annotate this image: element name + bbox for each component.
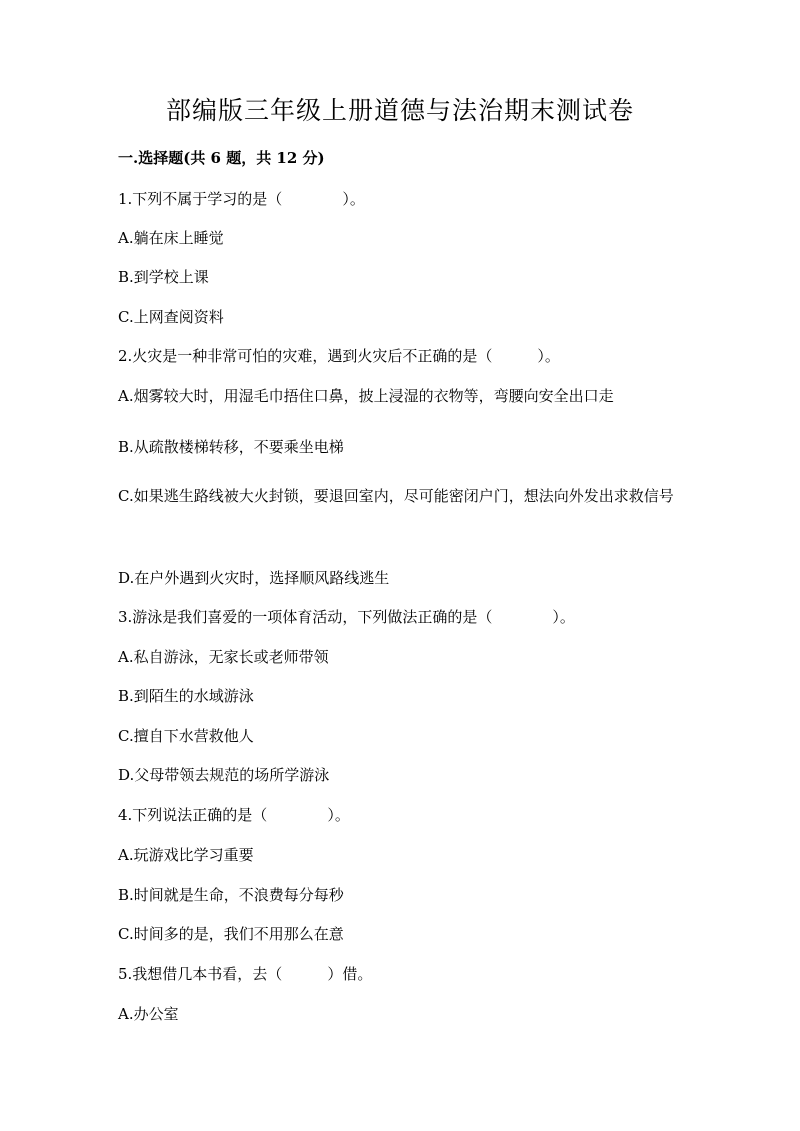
question-3-stem: 3.游泳是我们喜爱的一项体育活动，下列做法正确的是（ ）。 xyxy=(118,608,575,626)
page-title: 部编版三年级上册道德与法治期末测试卷 xyxy=(165,96,634,125)
question-1-option-b: B.到学校上课 xyxy=(118,268,209,286)
question-3-option-c: C.擅自下水营救他人 xyxy=(118,727,254,745)
question-3-option-d: D.父母带领去规范的场所学游泳 xyxy=(118,766,330,784)
question-1-stem: 1.下列不属于学习的是（ ）。 xyxy=(118,190,365,208)
question-1-option-a: A.躺在床上睡觉 xyxy=(118,229,224,247)
question-2-stem: 2.火灾是一种非常可怕的灾难，遇到火灾后不正确的是（ ）。 xyxy=(118,347,560,365)
question-5-stem: 5.我想借几本书看，去（ ）借。 xyxy=(118,965,373,983)
question-2-option-a: A.烟雾较大时，用湿毛巾捂住口鼻，披上浸湿的衣物等，弯腰向安全出口走 xyxy=(118,387,614,405)
question-3-option-b: B.到陌生的水域游泳 xyxy=(118,687,254,705)
question-4-option-c: C.时间多的是，我们不用那么在意 xyxy=(118,925,344,943)
question-4-stem: 4.下列说法正确的是（ ）。 xyxy=(118,806,350,824)
question-4-option-a: A.玩游戏比学习重要 xyxy=(118,846,254,864)
question-1-option-c: C.上网查阅资料 xyxy=(118,308,224,326)
question-3-option-a: A.私自游泳，无家长或老师带领 xyxy=(118,648,329,666)
question-2-option-c: C.如果逃生路线被大火封锁，要退回室内，尽可能密闭户门，想法向外发出求救信号 xyxy=(118,487,674,505)
question-2-option-b: B.从疏散楼梯转移，不要乘坐电梯 xyxy=(118,438,344,456)
question-4-option-b: B.时间就是生命，不浪费每分每秒 xyxy=(118,886,344,904)
section-heading: 一.选择题(共 6 题，共 12 分) xyxy=(118,149,325,167)
question-2-option-d: D.在户外遇到火灾时，选择顺风路线逃生 xyxy=(118,569,390,587)
question-5-option-a: A.办公室 xyxy=(118,1005,179,1023)
